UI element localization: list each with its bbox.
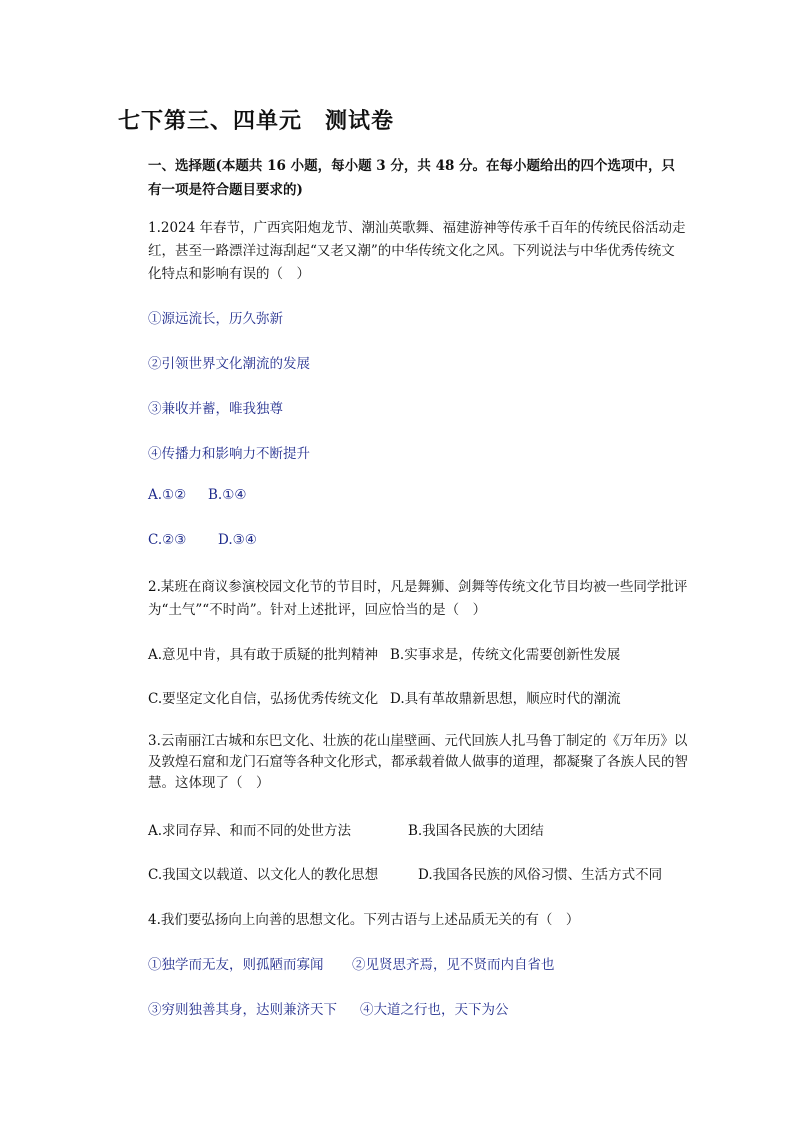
- q4-item-3: ③穷则独善其身，达则兼济天下: [148, 1002, 337, 1018]
- q1-option-c: C.②③: [148, 532, 187, 548]
- q1-item-4: ④传播力和影响力不断提升: [148, 446, 310, 462]
- q3-option-b: B.我国各民族的大团结: [408, 823, 544, 839]
- section-heading: 一、选择题(本题共 16 小题，每小题 3 分，共 48 分。在每小题给出的四个选项中，只有一项是符合题目要求的): [148, 158, 676, 198]
- q2-option-d: D.具有革故鼎新思想，顺应时代的潮流: [390, 691, 621, 707]
- q1-item-1: ①源远流长，历久弥新: [148, 311, 283, 327]
- q1-option-a: A.①②: [148, 487, 187, 503]
- q1-item-2: ②引领世界文化潮流的发展: [148, 356, 310, 372]
- q3-option-d: D.我国各民族的风俗习惯、生活方式不同: [418, 867, 663, 883]
- q2-option-a: A.意见中肯，具有敢于质疑的批判精神: [148, 647, 379, 663]
- q1-option-d: D.③④: [218, 532, 257, 548]
- q2-option-c: C.要坚定文化自信，弘扬优秀传统文化: [148, 691, 379, 707]
- question-1-stem: 1.2024 年春节，广西宾阳炮龙节、潮汕英歌舞、福建游神等传承千百年的传统民俗活动走红，甚至一路漂洋过海刮起“又老又潮”的中华传统文化之风。下列说法与中华优秀传统文化特点和影响有误的（ ）: [148, 220, 686, 282]
- q3-option-a: A.求同存异、和而不同的处世方法: [148, 823, 352, 839]
- question-3-stem: 3.云南丽江古城和东巴文化、壮族的花山崖壁画、元代回族人扎马鲁丁制定的《万年历》以及敦煌石窟和龙门石窟等各种文化形式，都承载着做人做事的道理，都凝聚了各族人民的智慧。这体现了（ ）: [148, 733, 688, 791]
- q4-item-4: ④大道之行也，天下为公: [360, 1002, 509, 1018]
- question-2-stem: 2.某班在商议参演校园文化节的节目时，凡是舞狮、剑舞等传统文化节目均被一些同学批评为“土气”“不时尚”。针对上述批评，回应恰当的是（ ）: [148, 579, 688, 618]
- q3-option-c: C.我国文以载道、以文化人的教化思想: [148, 867, 379, 883]
- q1-option-b: B.①④: [208, 487, 247, 503]
- q4-item-2: ②见贤思齐焉，见不贤而内自省也: [352, 957, 555, 973]
- q2-option-b: B.实事求是，传统文化需要创新性发展: [390, 647, 621, 663]
- q4-item-1: ①独学而无友，则孤陋而寡闻: [148, 957, 324, 973]
- q1-item-3: ③兼收并蓄，唯我独尊: [148, 401, 283, 417]
- question-4-stem: 4.我们要弘扬向上向善的思想文化。下列古语与上述品质无关的有（ ）: [148, 912, 580, 928]
- page-title: 七下第三、四单元 测试卷: [118, 108, 395, 134]
